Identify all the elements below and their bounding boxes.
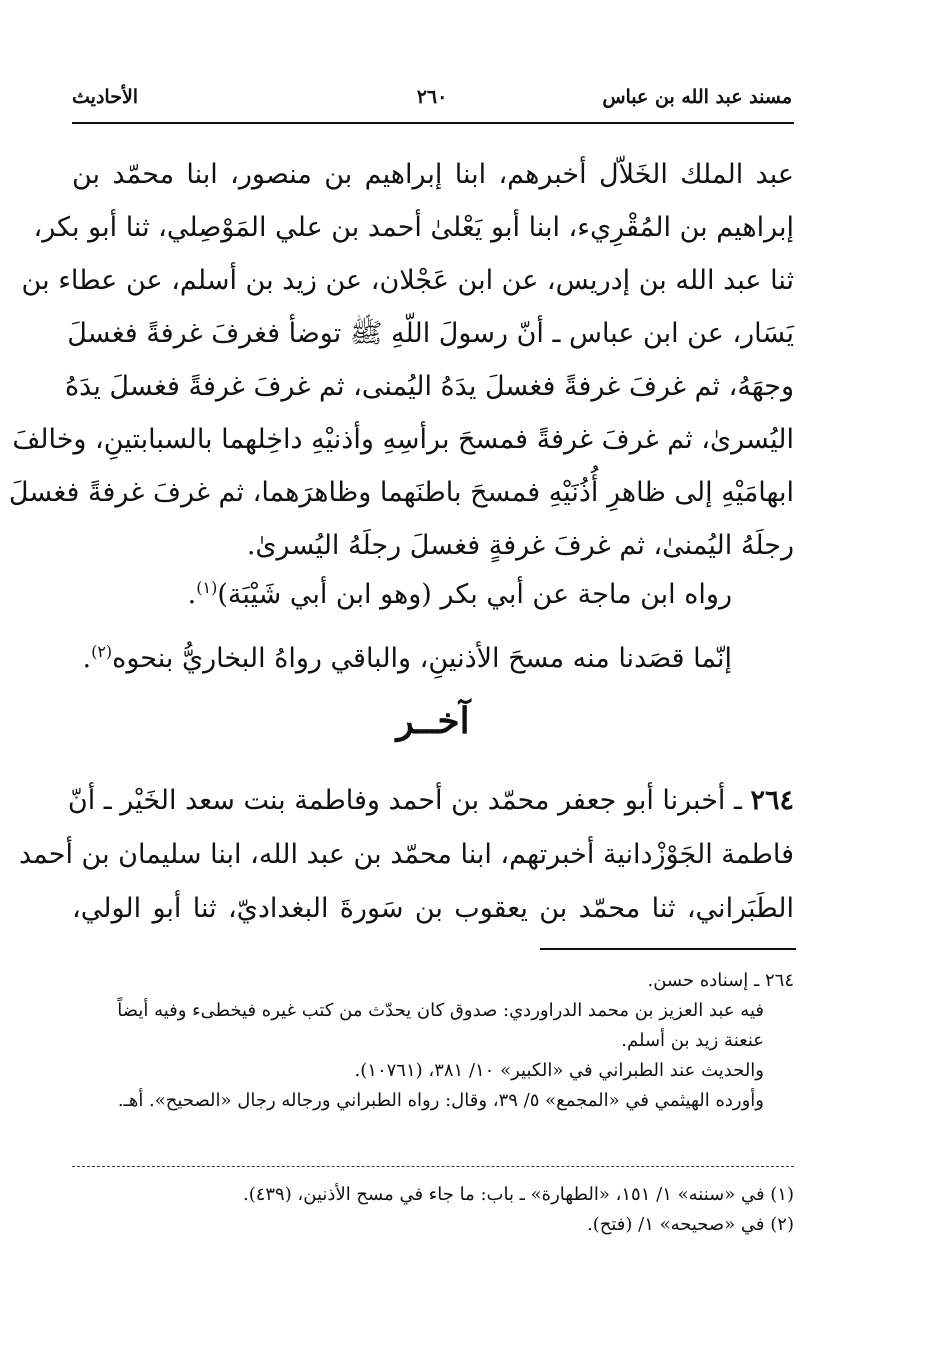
text-line: ثنا عبد الله بن إدريس، عن ابن عَجْلان، عن زيد بن أسلم، عن عطاء بن bbox=[21, 265, 794, 296]
note-line: وأورده الهيثمي في «المجمع» ٥/ ٣٩، وقال: رواه الطبراني ورجاله رجال «الصحيح». أهـ. bbox=[117, 1090, 764, 1111]
header-book-title: مسند عبد الله بن عباس bbox=[602, 86, 792, 108]
note-line: والحديث عند الطبراني في «الكبير» ١٠/ ٣٨١، (١٠٧٦١). bbox=[354, 1060, 764, 1081]
text-line: إبراهيم بن المُقْرِيء، ابنا أبو يَعْلىٰ أحمد بن علي المَوْصِلي، ثنا أبو بكر، bbox=[33, 212, 794, 243]
text-line: الطَبَراني، ثنا محمّد بن يعقوب بن سَورةَ البغداديّ، ثنا أبو الولي، bbox=[72, 893, 794, 924]
footnote-1: (١) في «سننه» ١/ ١٥١، «الطهارة» ـ باب: ما جاء في مسح الأذنين، (٤٣٩). bbox=[242, 1184, 794, 1205]
text-line: رجلَهُ اليُمنىٰ، ثم غرفَ غرفةٍ فغسلَ رجلَهُ اليُسرىٰ. bbox=[246, 530, 794, 561]
text-line: يَسَار، عن ابن عباس ـ أنّ رسولَ اللّهِ ﷺ توضأ فغرفَ غرفةً فغسلَ bbox=[67, 318, 794, 349]
footnote-2: (٢) في «صحيحه» ١/ (فتح). bbox=[586, 1214, 794, 1235]
section-heading: آخــر bbox=[396, 700, 470, 742]
note-line: عنعنة زيد بن أسلم. bbox=[621, 1030, 764, 1051]
footnote-ref-2: (٢) bbox=[91, 642, 113, 661]
footnote-ref-1: (١) bbox=[196, 578, 218, 597]
notes-separator bbox=[540, 948, 796, 950]
header-rule bbox=[72, 122, 794, 124]
text-line: اليُسرىٰ، ثم غرفَ غرفةً فمسحَ برأسِهِ وأذنيْهِ داخِلهما بالسبابتينِ، وخالفَ bbox=[12, 424, 794, 455]
page-header bbox=[72, 86, 792, 116]
hadith-264 bbox=[18, 774, 794, 936]
header-section-title: الأحاديث bbox=[72, 86, 139, 108]
narration-text: رواه ابن ماجة عن أبي بكر (وهو ابن أبي شَيْبَة) bbox=[217, 579, 732, 610]
text-segment: ـ أخبرنا أبو جعفر محمّد بن أحمد وفاطمة بنت سعد الخَيْر ـ أنّ bbox=[67, 785, 742, 816]
text-line: عبد الملك الخَلاّل أخبرهم، ابنا إبراهيم بن منصور، ابنا محمّد بن bbox=[72, 159, 794, 190]
footnotes bbox=[72, 1180, 794, 1240]
text-line bbox=[67, 774, 794, 828]
commentary-notes bbox=[72, 966, 794, 1116]
purpose-end: . bbox=[82, 643, 92, 674]
narration-end: . bbox=[187, 579, 197, 610]
page-number: ٢٦٠ bbox=[416, 86, 448, 108]
purpose-text: إنّما قصَدنا منه مسحَ الأذنينِ، والباقي رواهُ البخاريُّ بنحوه bbox=[112, 643, 732, 674]
hadith-text-continued bbox=[8, 148, 794, 572]
hadith-number: ٢٦٤ bbox=[750, 785, 794, 816]
narration-note bbox=[72, 566, 732, 617]
note-line: فيه عبد العزيز بن محمد الدراوردي: صدوق كان يحدّث من كتب غيره فيخطىء وفيه أيضاً bbox=[117, 1000, 764, 1021]
purpose-note bbox=[72, 630, 732, 681]
text-line: فاطمة الجَوْزْدانية أخبرتهم، ابنا محمّد بن عبد الله، ابنا سليمان بن أحمد bbox=[18, 839, 794, 870]
text-line: ابهامَيْهِ إلى ظاهرِ أُذُنَيْهِ فمسحَ باطنَهما وظاهرَهما، ثم غرفَ غرفةً فغسلَ bbox=[8, 477, 794, 508]
text-line: وجهَهُ، ثم غرفَ غرفةً فغسلَ يدَهُ اليُمنى، ثم غرفَ غرفةً فغسلَ يدَهُ bbox=[65, 371, 794, 402]
note-line: ٢٦٤ ـ إسناده حسن. bbox=[647, 970, 794, 991]
footnote-separator bbox=[72, 1166, 794, 1167]
